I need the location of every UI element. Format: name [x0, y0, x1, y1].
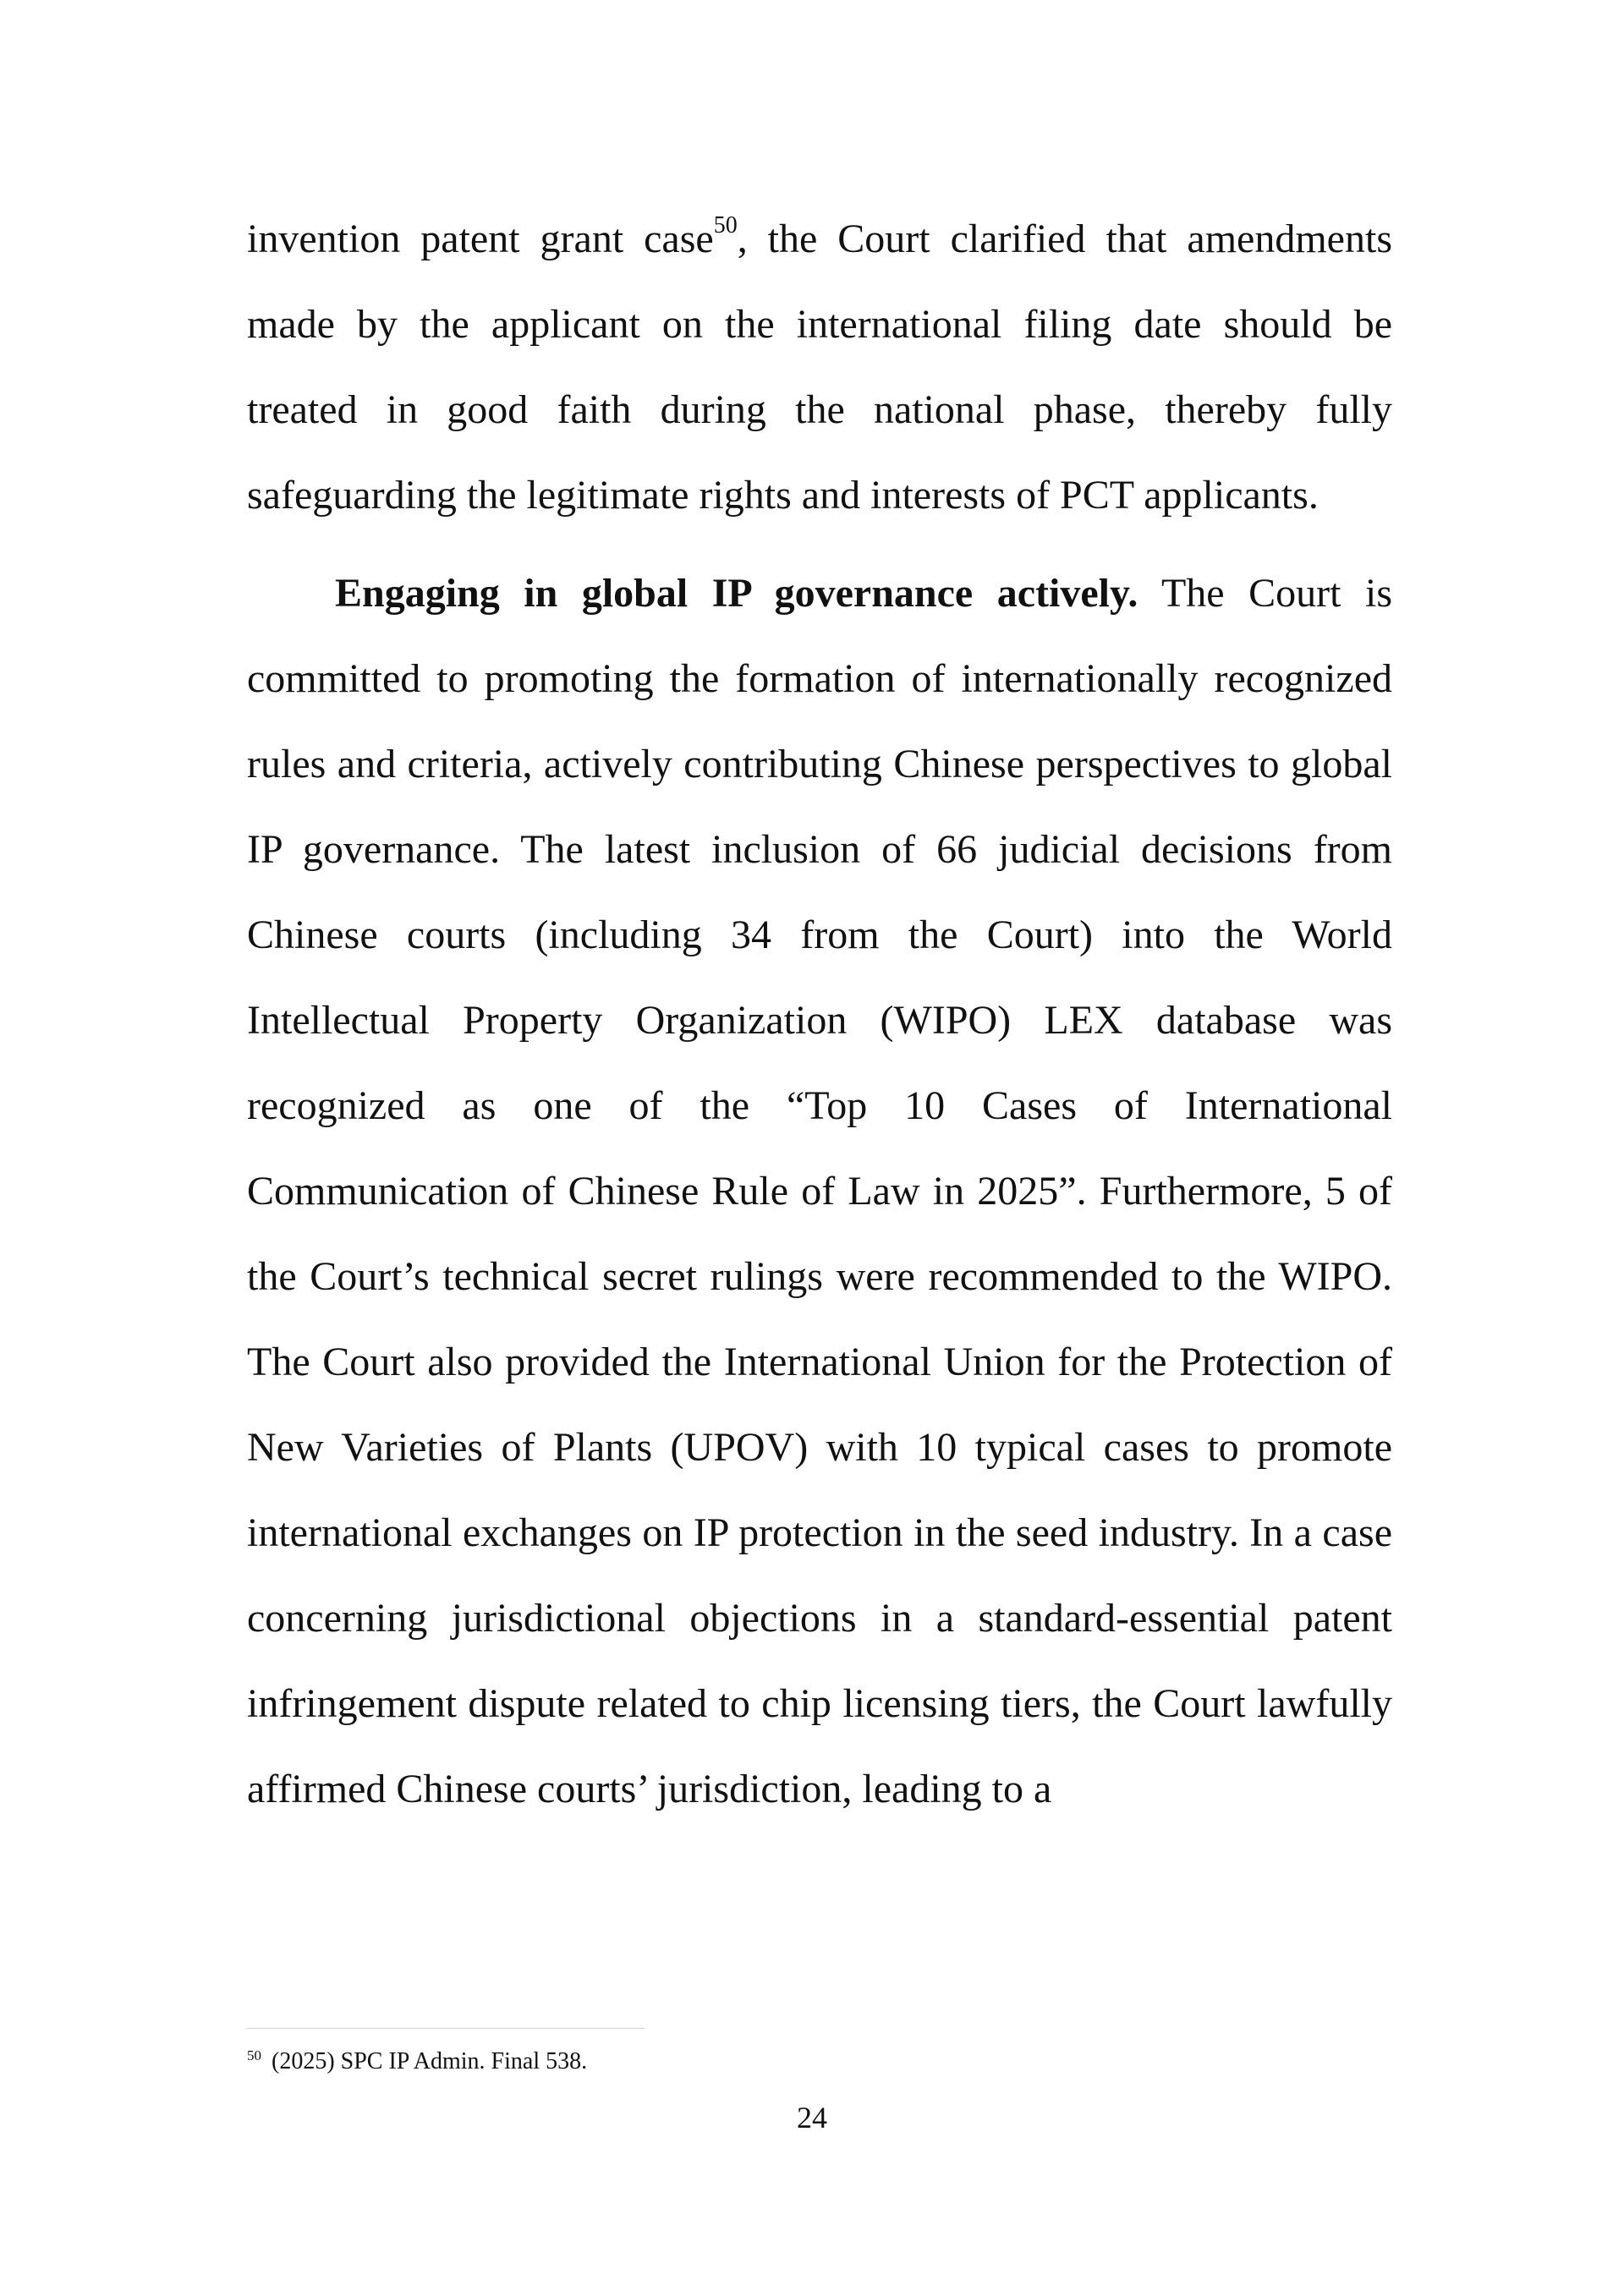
page-number: 24: [797, 2101, 827, 2134]
footnote-text: (2025) SPC IP Admin. Final 538.: [272, 2048, 588, 2074]
footnote-reference[interactable]: 50: [713, 212, 738, 238]
document-body: [247, 196, 1392, 1832]
paragraph-text: invention patent grant case: [247, 216, 714, 261]
paragraph-global-ip-governance: [247, 551, 1392, 1832]
paragraph-text: The Court is committed to promoting the formation of internationally recognized rules and criteria, actively contributing Chinese perspectives to global IP governance. The latest inclusion of 66 judicial decisions from Chinese courts (including 34 from the Court) into the World Intellectual Property Organization (WIPO) LEX database was recognized as one of the “Top 10 Cases of International Communication of Chinese Rule of Law in 2025”. Furthermore, 5 of the Court’s technical secret rulings were recommended to the WIPO. The Court also provided the International Union for the Protection of New Varieties of Plants (UPOV) with 10 typical cases to promote international exchanges on IP protection in the seed industry. In a case concerning jurisdictional objections in a standard-essential patent infringement dispute related to chip licensing tiers, the Court lawfully affirmed Chinese courts’ jurisdiction, leading to a: [247, 571, 1393, 1811]
footnote-mark: 50: [247, 2047, 261, 2063]
paragraph-text: , the Court clarified that amendments made by the applicant on the international filing date should be treated in good faith during the national phase, thereby fully safeguarding the legitimate rights and interests of PCT applicants.: [247, 216, 1392, 518]
footnote-divider: [247, 2028, 645, 2029]
paragraph-lead-heading: Engaging in global IP governance actively.: [335, 571, 1138, 616]
paragraph-continuation: [247, 196, 1392, 538]
footnote: [247, 2045, 587, 2081]
